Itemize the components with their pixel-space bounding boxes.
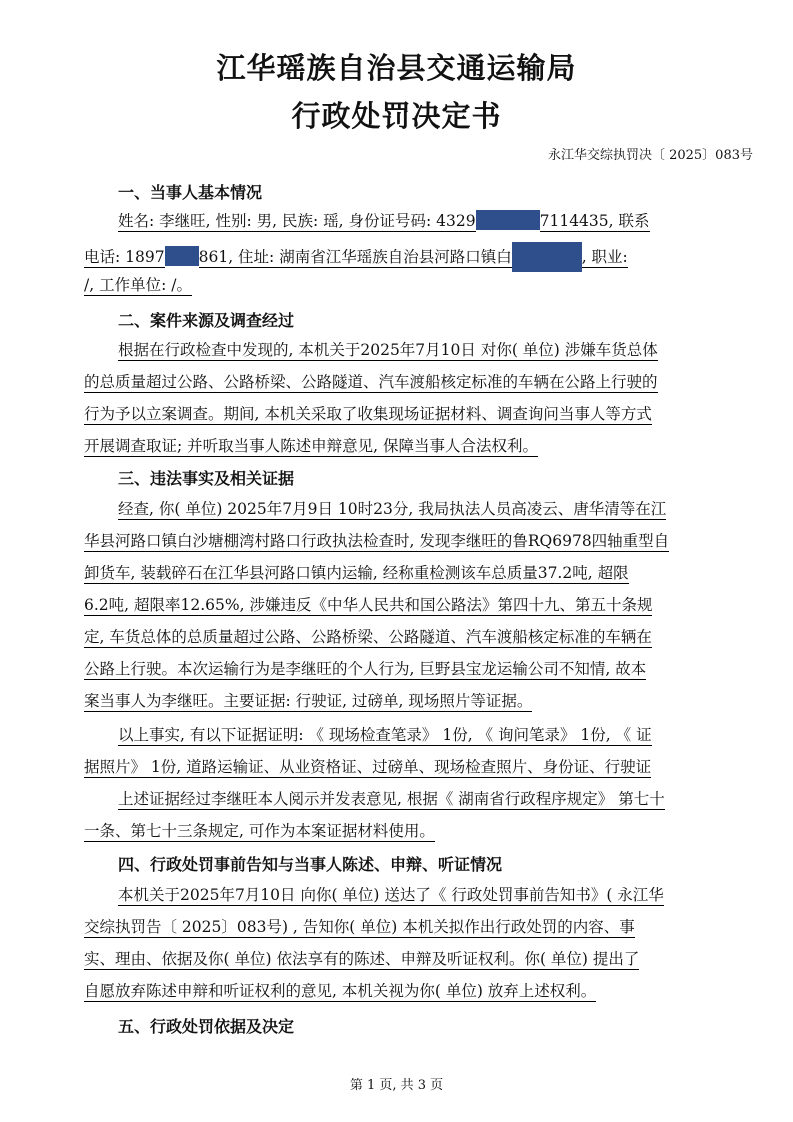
page-footer: 第 1 页, 共 3 页 [349, 1078, 444, 1093]
section-heading-source: 二、案件来源及调查经过 [118, 311, 295, 330]
facts-line: 华县河路口镇白沙塘棚湾村路口行政执法检查时, 发现李继旺的鲁RQ6978四轴重型自 [84, 532, 670, 550]
facts-line: 案当事人为李继旺。主要证据: 行驶证, 过磅单, 现场照片等证据。 [84, 692, 533, 710]
document-number: 永江华交综执罚决〔 2025〕083号 [547, 148, 753, 163]
facts-line: 6.2吨, 超限率12.65%, 涉嫌违反《中华人民共和国公路法》第四十九、第五十条规 [84, 596, 653, 614]
evidence-line: 以上事实, 有以下证据证明: 《 现场检查笔录》 1份, 《 询问笔录》 1份, 《 证 [118, 726, 652, 744]
facts-line: 定, 车货总体的总质量超过公路、公路桥梁、公路隧道、汽车渡船核定标准的车辆在 [84, 628, 652, 646]
evidence-line: 上述证据经过李继旺本人阅示并发表意见, 根据《 湖南省行政程序规定》 第七十 [118, 790, 665, 808]
document-title-type: 行政处罚决定书 [291, 99, 502, 133]
party-line-2-text-c: , 职业: [581, 248, 628, 266]
notice-line: 实、理由、依据及你( 单位) 依法享有的陈述、申辩及听证权利。你( 单位) 提出了 [84, 950, 640, 968]
party-line-1 [118, 210, 750, 232]
party-line-1-text-b: 7114435, 联系 [539, 212, 650, 230]
source-line: 开展调查取证; 并听取当事人陈述申辩意见, 保障当事人合法权利。 [84, 437, 539, 455]
notice-line: 自愿放弃陈述申辩和听证权利的意见, 本机关视为你( 单位) 放弃上述权利。 [84, 982, 597, 1000]
redaction-block [476, 210, 540, 230]
document-title-agency: 江华瑶族自治县交通运输局 [216, 51, 577, 85]
facts-line: 经查, 你( 单位) 2025年7月9日 10时23分, 我局执法人员高凌云、唐华清等在江 [118, 500, 667, 518]
source-line: 的总质量超过公路、公路桥梁、公路隧道、汽车渡船核定标准的车辆在公路上行驶的 [84, 373, 658, 391]
section-heading-facts: 三、违法事实及相关证据 [118, 469, 295, 488]
facts-line: 公路上行驶。本次运输行为是李继旺的个人行为, 巨野县宝龙运输公司不知情, 故本 [84, 660, 647, 678]
facts-line: 卸货车, 装载碎石在江华县河路口镇内运输, 经称重检测该车总质量37.2吨, 超限 [84, 564, 629, 582]
section-heading-party: 一、当事人基本情况 [118, 183, 263, 202]
section-heading-decision: 五、行政处罚依据及决定 [118, 1017, 295, 1036]
party-line-1-text-a: 姓名: 李继旺, 性别: 男, 民族: 瑶, 身份证号码: 4329 [118, 212, 476, 230]
evidence-line: 一条、第七十三条规定, 可作为本案证据材料使用。 [84, 822, 435, 840]
section-heading-notice: 四、行政处罚事前告知与当事人陈述、申辩、听证情况 [118, 855, 503, 874]
party-line-2-text-a: 电话: 1897 [84, 248, 165, 266]
party-line-2-text-b: 861, 住址: 湖南省江华瑶族自治县河路口镇白 [198, 248, 512, 266]
redaction-block [512, 242, 582, 272]
source-line: 根据在行政检查中发现的, 本机关于2025年7月10日 对你( 单位) 涉嫌车货总体 [118, 341, 658, 359]
notice-line: 本机关于2025年7月10日 向你( 单位) 送达了《 行政处罚事前告知书》( 永江华 [118, 886, 664, 904]
evidence-line: 据照片》 1份, 道路运输证、从业资格证、过磅单、现场检查照片、身份证、行驶证 [84, 758, 652, 776]
source-line: 行为予以立案调查。期间, 本机关采取了收集现场证据材料、调查询问当事人等方式 [84, 405, 652, 423]
notice-line: 交综执罚告〔 2025〕083号) , 告知你( 单位) 本机关拟作出行政处罚的内容、事 [84, 918, 635, 936]
party-line-2 [84, 242, 750, 272]
party-line-3 [84, 274, 750, 296]
party-line-3-text: /, 工作单位: /。 [84, 276, 192, 294]
redaction-block [165, 246, 199, 266]
